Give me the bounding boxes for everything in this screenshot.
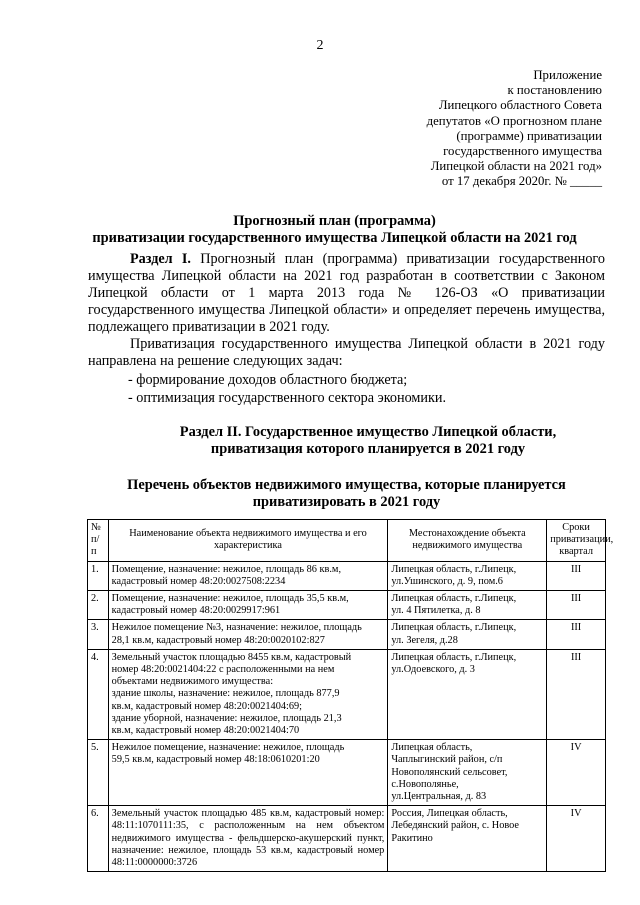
appendix-line: от 17 декабря 2020г. № _____ <box>441 174 602 189</box>
row-term: III <box>547 591 606 620</box>
appendix-line: к постановлению <box>507 83 602 98</box>
row-location: Липецкая область, г.Липецк, ул. Зегеля, д.28 <box>388 620 547 649</box>
header-location: Местонахождение объекта недвижимого имущества <box>388 520 547 562</box>
list-title-line: Перечень объектов недвижимого имущества, которые планируется <box>127 477 566 493</box>
plan-title-line: приватизации государственного имущества Липецкой области на 2021 год <box>92 230 577 246</box>
row-location: Липецкая область, г.Липецк, ул.Ушинского, д. 9, пом.6 <box>388 561 547 590</box>
row-location: Россия, Липецкая область, Лебедянский район, с. Новое Ракитино <box>388 806 547 872</box>
appendix-line: государственного имущества <box>443 144 602 159</box>
plan-title-line: Прогнозный план (программа) <box>233 213 436 229</box>
row-location: Липецкая область, г.Липецк, ул.Одоевского, д. 3 <box>388 649 547 739</box>
row-name: Помещение, назначение: нежилое, площадь 35,5 кв.м, кадастровый номер 48:20:0029917:961 <box>108 591 388 620</box>
section1-text: Прогнозный план (программа) приватизации государственного имущества Липецкой области на 2021 год разработан в соответствии с Законом Липецкой области от 1 марта 2013 года № 126-ОЗ «О приватизации государственного имущества Липецкой области» и определяет перечень имущества, подлежащего приватизации в 2021 году. <box>88 251 605 335</box>
section1-paragraph <box>88 251 605 336</box>
row-term: IV <box>547 740 606 806</box>
property-table <box>87 519 614 872</box>
row-name: Нежилое помещение, назначение: нежилое, площадь 59,5 кв.м, кадастровый номер 48:18:0610201:20 <box>108 740 388 806</box>
row-num: 1. <box>88 561 109 590</box>
table-row <box>88 591 606 620</box>
page-number: 2 <box>316 38 324 53</box>
row-num: 6. <box>88 806 109 872</box>
appendix-block <box>342 68 602 190</box>
section2-heading <box>88 424 640 458</box>
row-term: III <box>547 620 606 649</box>
table-row <box>88 806 606 872</box>
row-name: Нежилое помещение №3, назначение: нежилое, площадь 28,1 кв.м, кадастровый номер 48:20:0020102:827 <box>108 620 388 649</box>
table-header-row <box>88 520 606 562</box>
task-bullet: - формирование доходов областного бюджета; <box>128 372 408 388</box>
list-title <box>88 477 605 511</box>
header-num: № п/п <box>88 520 109 562</box>
header-name: Наименование объекта недвижимого имущества и его характеристика <box>108 520 388 562</box>
section1-heading: Раздел I. <box>130 251 191 267</box>
task-bullet: - оптимизация государственного сектора экономики. <box>128 390 446 406</box>
row-name: Помещение, назначение: нежилое, площадь 86 кв.м, кадастровый номер 48:20:0027508:2234 <box>108 561 388 590</box>
header-term: Сроки приватизации, квартал <box>547 520 606 562</box>
section2-heading-line: Раздел II. Государственное имущество Липецкой области, <box>179 424 557 440</box>
table-row <box>88 649 606 739</box>
row-name: Земельный участок площадью 485 кв.м, кадастровый номер: 48:11:1070111:35, с расположенным на нем объектом недвижимого имущества - фельдшерско-акушерский пункт, назначение: нежилое, площадь 53 кв.м, кадастровый номер 48:11:0000000:3726 <box>108 806 388 872</box>
row-term: III <box>547 649 606 739</box>
row-num: 3. <box>88 620 109 649</box>
table-row <box>88 740 606 806</box>
appendix-line: Липецкого областного Совета <box>438 98 602 113</box>
row-location: Липецкая область, г.Липецк, ул. 4 Пятилетка, д. 8 <box>388 591 547 620</box>
section1-paragraph2 <box>88 336 605 370</box>
table-row <box>88 561 606 590</box>
table-row <box>88 620 606 649</box>
row-num: 4. <box>88 649 109 739</box>
section1-text: Приватизация государственного имущества Липецкой области в 2021 году направлена на решение следующих задач: <box>88 336 605 369</box>
appendix-line: Приложение <box>533 68 602 82</box>
row-term: III <box>547 561 606 590</box>
appendix-line: (программе) приватизации <box>456 128 602 143</box>
appendix-line: депутатов «О прогнозном плане <box>426 113 602 128</box>
row-num: 2. <box>88 591 109 620</box>
list-title-line: приватизировать в 2021 году <box>252 494 441 510</box>
row-name: Земельный участок площадью 8455 кв.м, кадастровый номер 48:20:0021404:22 с расположенными на нем объектами недвижимого имущества: здание школы, назначение: нежилое, площадь 877,9 кв.м, кадастровый номер 48:20:0021404:69; здание уборной, назначение: нежилое, площадь 21,3 кв.м, кадастровый номер 48:20:0021404:70 <box>108 649 388 739</box>
row-num: 5. <box>88 740 109 806</box>
section2-heading-line: приватизация которого планируется в 2021 году <box>210 441 526 457</box>
appendix-line: Липецкой области на 2021 год» <box>430 159 602 174</box>
row-location: Липецкая область, Чаплыгинский район, с/п Новополянский сельсовет, с.Новополянье, ул.Центральная, д. 83 <box>388 740 547 806</box>
row-term: IV <box>547 806 606 872</box>
plan-title <box>62 213 607 247</box>
